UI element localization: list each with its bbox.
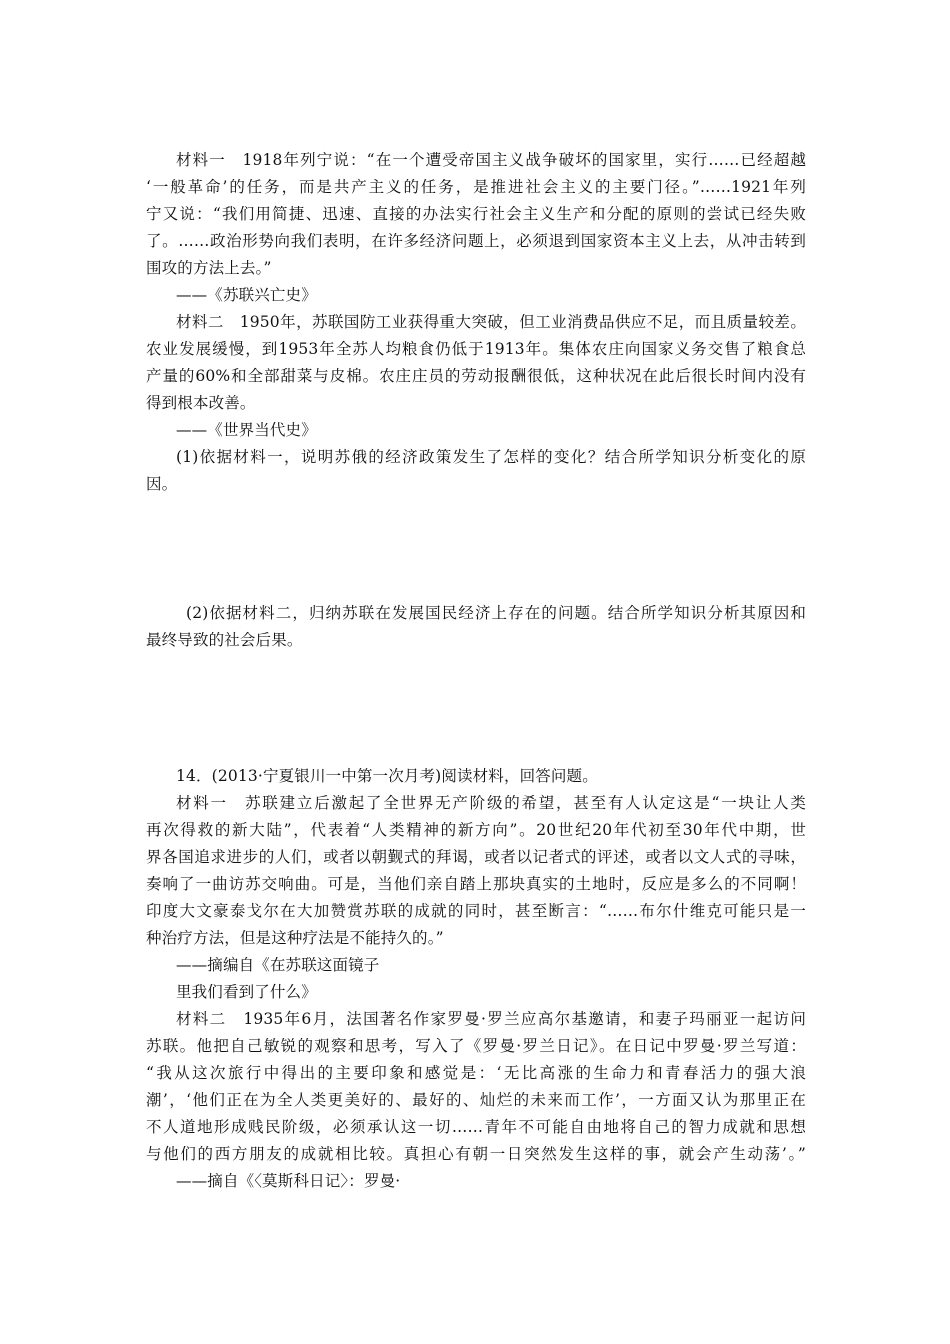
question-14-heading: 14．(2013·宁夏银川一中第一次月考)阅读材料，回答问题。: [176, 767, 598, 785]
source-citation-3-line-1: ——摘编自《在苏联这面镜子: [176, 956, 380, 974]
q14-material-1-line-6: 种治疗方法，但是这种疗法是不能持久的。”: [146, 929, 444, 947]
q14-material-2-line-6: 与他们的西方朋友的成就相比较。真担心有朝一日突然发生这样的事，就会产生动荡’。”: [146, 1145, 806, 1163]
q14-material-2-line-4: 潮’，‘他们正在为全人类更美好的、最好的、灿烂的未来而工作’，一方面又认为那里正在: [146, 1091, 806, 1109]
question-1-line-2: 因。: [146, 475, 178, 493]
source-citation-4: ——摘自《〈莫斯科日记〉：罗曼·: [176, 1172, 401, 1190]
q14-material-2-line-2: 苏联。他把自己敏锐的观察和思考，写入了《罗曼·罗兰日记》。在日记中罗曼·罗兰写道：: [146, 1037, 806, 1055]
source-citation-3-line-2: 里我们看到了什么》: [176, 983, 317, 1001]
material-2-line-2: 农业发展缓慢，到1953年全苏人均粮食仍低于1913年。集体农庄向国家义务交售了粮食总: [146, 340, 806, 358]
material-1-line-2: ‘一般革命’的任务，而是共产主义的任务，是推进社会主义的主要门径。”……1921年列: [146, 178, 806, 196]
q14-material-1-line-5: 印度大文豪泰戈尔在大加赞赏苏联的成就的同时，甚至断言：“……布尔什维克可能只是一: [146, 902, 806, 920]
material-1-line-3: 宁又说：“我们用简捷、迅速、直接的办法实行社会主义生产和分配的原则的尝试已经失败: [146, 205, 806, 223]
material-1-line-1: 材料一 1918年列宁说：“在一个遭受帝国主义战争破坏的国家里，实行……已经超越: [176, 151, 806, 169]
q14-material-2-line-3: “我从这次旅行中得出的主要印象和感觉是：‘无比高涨的生命力和青春活力的强大浪: [146, 1064, 806, 1082]
material-2-line-4: 得到根本改善。: [146, 394, 256, 412]
question-2-line-1: (2)依据材料二，归纳苏联在发展国民经济上存在的问题。结合所学知识分析其原因和: [186, 604, 806, 622]
source-citation-1: ——《苏联兴亡史》: [176, 286, 317, 304]
q14-material-1-line-3: 界各国追求进步的人们，或者以朝觐式的拜谒，或者以记者式的评述，或者以文人式的寻味，: [146, 848, 806, 866]
q14-material-2-line-1: 材料二 1935年6月，法国著名作家罗曼·罗兰应高尔基邀请，和妻子玛丽亚一起访问: [176, 1010, 806, 1028]
material-1-line-5: 围攻的方法上去。”: [146, 259, 272, 277]
question-1-line-1: (1)依据材料一，说明苏俄的经济政策发生了怎样的变化？结合所学知识分析变化的原: [176, 448, 806, 466]
q14-material-1-line-4: 奏响了一曲访苏交响曲。可是，当他们亲自踏上那块真实的土地时，反应是多么的不同啊！: [146, 875, 806, 893]
material-1-line-4: 了。……政治形势向我们表明，在许多经济问题上，必须退到国家资本主义上去，从冲击转到: [146, 232, 806, 250]
q14-material-2-line-5: 不人道地形成贱民阶级，必须承认这一切……青年不可能自由地将自己的智力成就和思想: [146, 1118, 806, 1136]
material-2-line-3: 产量的60%和全部甜菜与皮棉。农庄庄员的劳动报酬很低，这种状况在此后很长时间内没有: [146, 367, 806, 385]
question-2-line-2: 最终导致的社会后果。: [146, 631, 303, 649]
source-citation-2: ——《世界当代史》: [176, 421, 317, 439]
material-2-line-1: 材料二 1950年，苏联国防工业获得重大突破，但工业消费品供应不足，而且质量较差。: [176, 313, 806, 331]
q14-material-1-line-2: 再次得救的新大陆”，代表着“人类精神的新方向”。20世纪20年代初至30年代中期，世: [146, 821, 806, 839]
q14-material-1-line-1: 材料一 苏联建立后激起了全世界无产阶级的希望，甚至有人认定这是“一块让人类: [176, 794, 806, 812]
